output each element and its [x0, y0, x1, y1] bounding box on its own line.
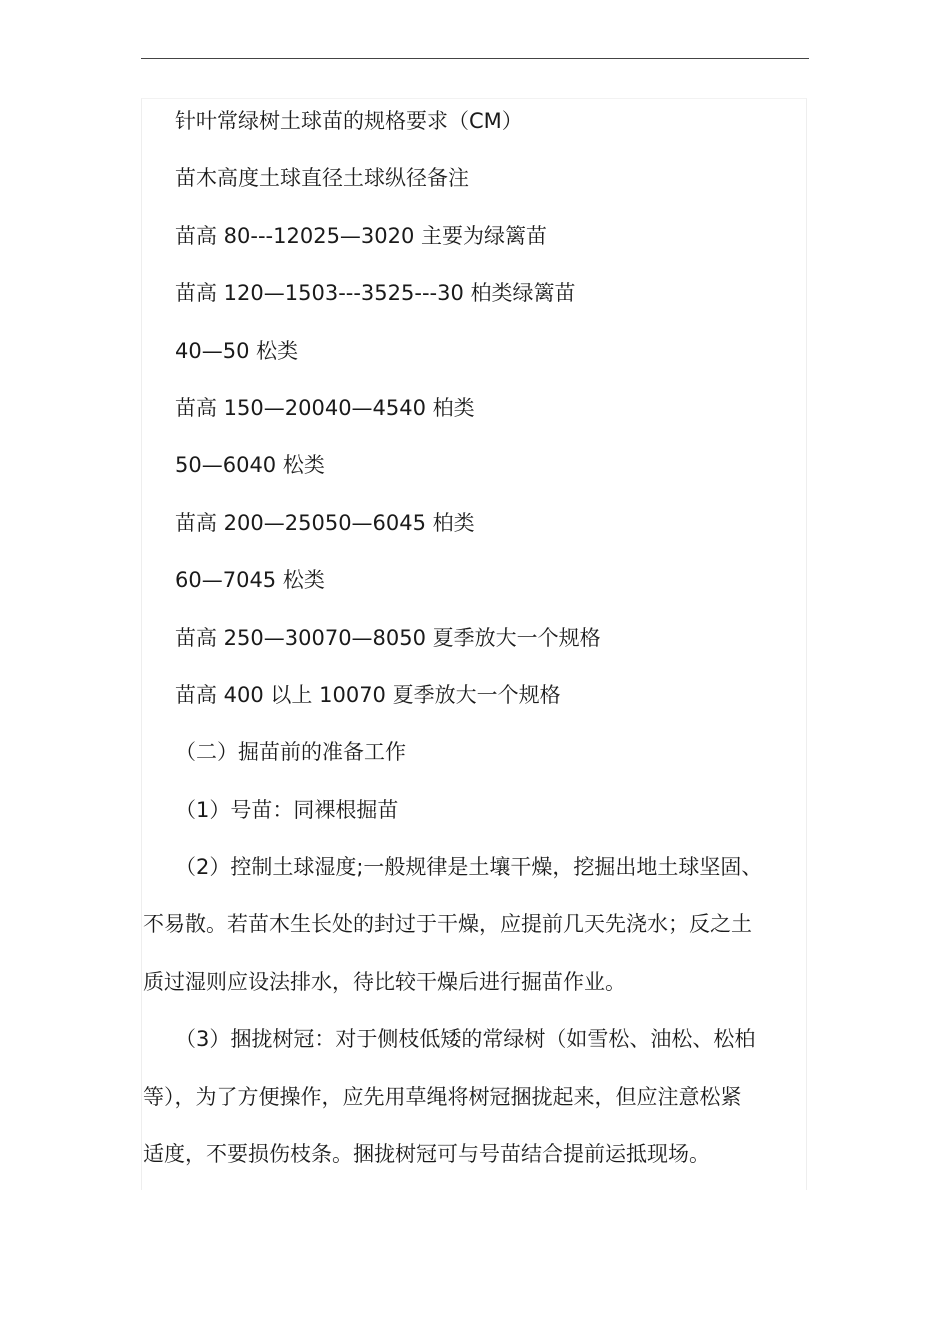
- paragraph-line: 等），为了方便操作，应先用草绳将树冠捆拢起来，但应注意松紧: [143, 1084, 742, 1109]
- paragraph-line: （2）控制土球湿度;一般规律是土壤干燥，挖掘出地土球坚固、: [175, 855, 763, 880]
- paragraph-line: （3）捆拢树冠：对于侧枝低矮的常绿树（如雪松、油松、松柏: [175, 1027, 756, 1052]
- table-row: 苗高 80---12025—3020 主要为绿篱苗: [175, 223, 548, 248]
- table-row: 60—7045 松类: [175, 568, 325, 593]
- table-row: 苗高 400 以上 10070 夏季放大一个规格: [175, 682, 561, 707]
- paragraph-line: 适度，不要损伤枝条。捆拢树冠可与号苗结合提前运抵现场。: [143, 1142, 710, 1167]
- header-rule: [141, 58, 809, 59]
- table-row: 40—50 松类: [175, 338, 299, 363]
- table-title: 针叶常绿树土球苗的规格要求（CM）: [175, 109, 523, 133]
- paragraph-line: 质过湿则应设法排水，待比较干燥后进行掘苗作业。: [143, 969, 626, 994]
- table-row: 50—6040 松类: [175, 453, 325, 478]
- table-row: 苗高 250—30070—8050 夏季放大一个规格: [175, 625, 601, 650]
- table-row: 苗高 120—1503---3525---30 柏类绿篱苗: [175, 281, 576, 306]
- section-heading: （二）掘苗前的准备工作: [175, 740, 406, 765]
- table-row: 苗高 200—25050—6045 柏类: [175, 510, 475, 535]
- document-body: [143, 99, 805, 1189]
- paragraph-line: （1）号苗：同裸根掘苗: [175, 797, 399, 822]
- table-row: 苗高 150—20040—4540 柏类: [175, 395, 475, 420]
- table-header: 苗木高度土球直径土球纵径备注: [175, 166, 469, 191]
- paragraph-line: 不易散。若苗木生长处的封过于干燥，应提前几天先浇水；反之土: [143, 912, 752, 937]
